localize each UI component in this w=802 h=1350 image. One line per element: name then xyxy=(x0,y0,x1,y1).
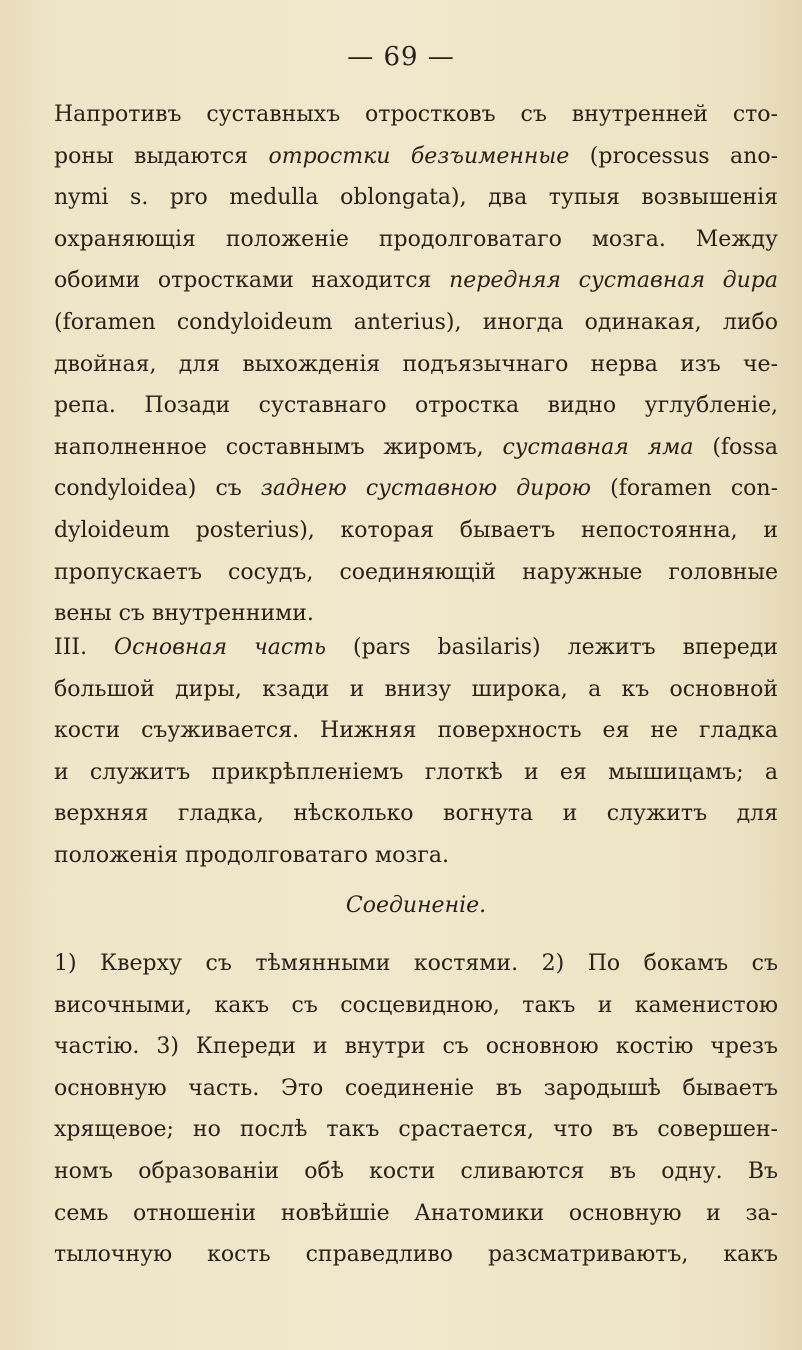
text-line: (foramen condyloideum anterius), иногда одинакая, либо xyxy=(54,309,778,335)
paragraph-occipital-condyles xyxy=(54,94,778,635)
text-line: большой диры, кзади и внизу широка, а къ основной xyxy=(54,676,778,702)
text-line: височными, какъ съ сосцевидною, такъ и каменистою xyxy=(54,992,778,1018)
text-line: охраняющія положеніе продолговатаго мозга. Между xyxy=(54,226,778,252)
section-heading-text: Соединеніе. xyxy=(345,893,487,918)
text-line: частію. 3) Кпереди и внутри съ основною костію чрезъ xyxy=(54,1034,778,1060)
term-italic: передняя суставная дира xyxy=(449,268,778,294)
page-number: — 69 — xyxy=(347,42,455,72)
text-line: хрящевое; но послѣ такъ срастается, что въ совершен- xyxy=(54,1117,778,1143)
text-line: номъ образованіи обѣ кости сливаются въ одну. Въ xyxy=(54,1158,778,1184)
text-line: condyloidea) съ заднею суставною дирою (foramen con- xyxy=(54,476,779,502)
text-line: положенія продолговатаго мозга. xyxy=(54,842,450,868)
section-heading xyxy=(54,885,778,927)
text-line: тылочную кость справедливо разсматриваютъ, какъ xyxy=(54,1242,778,1268)
text-line: nymi s. pro medulla oblongata), два тупыя возвышенія xyxy=(54,185,778,211)
text-line: наполненное составнымъ жиромъ, суставная яма (fossa xyxy=(54,434,778,460)
text-line: обоими отростками находится передняя суставная дира xyxy=(54,268,778,294)
text-line: семь отношеніи новѣйшіе Анатомики основную и за- xyxy=(54,1200,778,1226)
text-line: Напротивъ суставныхъ отростковъ съ внутренней сто- xyxy=(54,102,778,127)
paragraph-connections xyxy=(54,943,778,1276)
text-line: основную часть. Это соединеніе въ зародышѣ бываетъ xyxy=(54,1075,778,1101)
text-line: и служитъ прикрѣпленіемъ глоткѣ и ея мышицамъ; а xyxy=(54,759,778,785)
text-line: III. Основная часть (pars basilaris) лежитъ впереди xyxy=(54,635,779,660)
text-line: dyloideum posterius), которая бываетъ непостоянна, и xyxy=(54,517,778,543)
text-line: кости съуживается. Нижняя поверхность ея не гладка xyxy=(54,718,778,744)
text-line: верхняя гладка, нѣсколько вогнута и служитъ для xyxy=(54,801,778,827)
text-line: двойная, для выхожденія подъязычнаго нерва изъ че- xyxy=(54,351,778,377)
text-line: пропускаетъ сосудъ, соединяющій наружные головные xyxy=(54,559,778,585)
text-line: репа. Позади суставнаго отростка видно углубленіе, xyxy=(54,393,778,419)
paragraph-basilar-part xyxy=(54,627,778,877)
text-line: вены съ внутренними. xyxy=(54,601,314,627)
term-italic: суставная яма xyxy=(502,434,694,460)
term-italic: заднею суставною дирою xyxy=(260,476,592,502)
term-italic: Основная часть xyxy=(114,635,327,660)
text-line: роны выдаются отростки безъименные (processus ano- xyxy=(54,143,778,169)
term-italic: отростки безъименные xyxy=(268,143,570,169)
text-line: 1) Кверху съ тѣмянными костями. 2) По бокамъ съ xyxy=(54,951,778,976)
